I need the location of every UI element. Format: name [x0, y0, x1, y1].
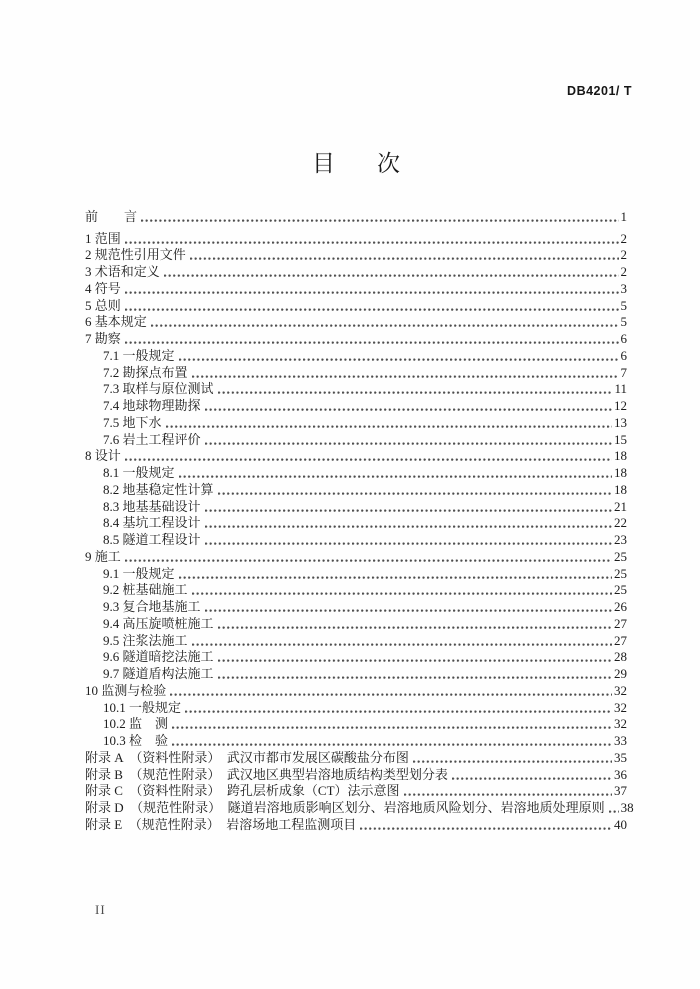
page-title-char-2: 次 [377, 150, 400, 176]
toc-entry[interactable] [85, 631, 627, 648]
toc-entry-page-number: 25 [614, 548, 627, 564]
toc-entry[interactable] [85, 262, 627, 279]
toc-entry-page-number: 11 [614, 381, 627, 397]
toc-dot-leader [179, 474, 612, 478]
toc-entry[interactable] [85, 207, 627, 224]
toc-dot-leader [172, 742, 612, 746]
toc-dot-leader [185, 709, 612, 713]
toc-entry[interactable] [85, 597, 627, 614]
toc-dot-leader [141, 218, 618, 222]
toc-dot-leader [218, 675, 612, 679]
toc-dot-leader [125, 307, 619, 311]
toc-entry-page-number: 5 [620, 297, 627, 313]
toc-dot-leader [404, 792, 612, 796]
toc-entry[interactable] [85, 497, 627, 514]
toc-dot-leader [192, 374, 619, 378]
toc-entry-label: 附录 D （规范性附录） 隧道岩溶地质影响区划分、岩溶地质风险划分、岩溶地质处理原则 [85, 800, 605, 815]
toc-entry-label: 7.2 勘探点布置 [103, 364, 188, 380]
toc-entry-label: 9.2 桩基础施工 [103, 582, 188, 598]
toc-dot-leader [205, 441, 612, 445]
toc-entry-label: 附录 B （规范性附录） 武汉地区典型岩溶地质结构类型划分表 [85, 766, 448, 782]
toc-dot-leader [125, 240, 619, 244]
toc-entry[interactable] [85, 664, 627, 681]
toc-dot-leader [179, 575, 612, 579]
toc-dot-leader [218, 390, 613, 394]
toc-entry-page-number: 18 [614, 448, 627, 464]
toc-entry[interactable] [85, 279, 627, 296]
page-title-char-1: 目 [312, 150, 335, 176]
toc-dot-leader [170, 692, 612, 696]
toc-entry-label: 4 符号 [85, 280, 121, 296]
toc-entry[interactable] [85, 447, 627, 464]
toc-entry-page-number: 37 [614, 783, 627, 799]
toc-entry-page-number: 6 [620, 331, 627, 346]
toc-entry-label: 8.4 基坑工程设计 [103, 515, 201, 531]
toc-entry[interactable] [85, 430, 627, 447]
toc-entry-label: 9 施工 [85, 548, 121, 564]
toc-dot-leader [164, 273, 619, 277]
toc-dot-leader [151, 323, 619, 327]
toc-entry-label: 9.5 注浆法施工 [103, 632, 188, 648]
toc-dot-leader [125, 558, 612, 562]
toc-entry-label: 8.3 地基基础设计 [103, 498, 201, 514]
toc-entry[interactable] [85, 748, 627, 765]
toc-entry-page-number: 32 [614, 699, 627, 715]
toc-entry-page-number: 6 [620, 347, 627, 363]
toc-entry[interactable] [85, 380, 627, 397]
toc-entry-label: 7.3 取样与原位测试 [103, 381, 214, 397]
toc-entry[interactable] [85, 296, 627, 313]
toc-dot-leader [205, 524, 612, 528]
toc-entry[interactable] [85, 798, 634, 815]
toc-entry-page-number: 36 [614, 766, 627, 782]
toc-entry-page-number: 32 [614, 682, 627, 698]
toc-dot-leader [205, 541, 612, 545]
toc-entry[interactable] [85, 480, 627, 497]
toc-entry[interactable] [85, 815, 627, 832]
toc-entry-label: 10.1 一般规定 [103, 699, 182, 715]
toc-entry-page-number: 2 [620, 264, 627, 279]
toc-entry[interactable] [85, 765, 627, 782]
toc-entry-page-number: 21 [614, 498, 627, 514]
toc-entry[interactable] [85, 547, 627, 564]
toc-entry-page-number: 23 [614, 532, 627, 547]
toc-entry-label: 10.2 监 测 [103, 716, 169, 732]
toc-entry-label: 附录 A （资料性附录） 武汉市都市发展区碳酸盐分布图 [85, 749, 409, 765]
toc-dot-leader [125, 290, 619, 294]
toc-entry-label: 7.1 一般规定 [103, 347, 175, 363]
toc-entry-label: 附录 C （资料性附录） 跨孔层析成象（CT）法示意图 [85, 783, 400, 799]
toc-entry-label: 7.6 岩土工程评价 [103, 431, 201, 447]
toc-entry-page-number: 27 [614, 632, 627, 648]
toc-dot-leader [205, 608, 612, 612]
toc-entry[interactable] [85, 564, 627, 581]
toc-entry-label: 3 术语和定义 [85, 264, 160, 279]
toc-dot-leader [609, 809, 619, 813]
toc-dot-leader [205, 508, 612, 512]
toc-entry[interactable] [85, 530, 627, 547]
document-code: DB4201/ T [567, 84, 632, 98]
toc-entry-page-number: 28 [614, 649, 627, 665]
toc-dot-leader [218, 658, 612, 662]
toc-dot-leader [360, 826, 612, 830]
toc-entry-page-number: 18 [614, 481, 627, 497]
toc-entry-label: 前 言 [85, 208, 138, 224]
toc-entry[interactable] [85, 648, 627, 665]
toc-entry-page-number: 3 [620, 280, 627, 296]
toc-entry-label: 7.5 地下水 [103, 414, 162, 430]
toc-entry[interactable] [85, 363, 627, 380]
toc-dot-leader [218, 491, 612, 495]
toc-entry[interactable] [85, 246, 627, 263]
toc-entry[interactable] [85, 396, 627, 413]
page-title [0, 145, 700, 178]
toc-dot-leader [166, 424, 612, 428]
toc-entry[interactable] [85, 782, 627, 799]
toc-dot-leader [172, 725, 612, 729]
toc-entry[interactable] [85, 229, 627, 246]
toc-entry-label: 9.7 隧道盾构法施工 [103, 666, 214, 681]
toc-entry-page-number: 26 [614, 599, 627, 614]
toc-entry-page-number: 35 [614, 749, 627, 765]
toc-entry-label: 附录 E （规范性附录） 岩溶场地工程监测项目 [85, 816, 357, 832]
footer-page-number: II [95, 902, 106, 917]
toc-entry-label: 8 设计 [85, 448, 121, 464]
toc-entry-label: 9.3 复合地基施工 [103, 599, 201, 614]
toc-entry-label: 10.3 检 验 [103, 733, 169, 748]
toc-entry[interactable] [85, 581, 627, 598]
toc-entry-label: 8.2 地基稳定性计算 [103, 481, 214, 497]
toc-entry[interactable] [85, 463, 627, 480]
toc-entry-label: 6 基本规定 [85, 314, 147, 330]
toc-dot-leader [192, 591, 612, 595]
toc-dot-leader [218, 625, 612, 629]
toc-entry-label: 8.1 一般规定 [103, 465, 175, 480]
toc-entry-page-number: 27 [614, 615, 627, 631]
toc-entry-label: 2 规范性引用文件 [85, 247, 186, 263]
toc-dot-leader [413, 759, 612, 763]
toc-entry-page-number: 33 [614, 733, 627, 748]
toc-entry-page-number: 40 [614, 816, 627, 832]
toc-dot-leader [125, 457, 612, 461]
toc-entry-page-number: 5 [620, 314, 627, 330]
toc-entry[interactable] [85, 346, 627, 363]
toc-entry-label: 9.4 高压旋喷桩施工 [103, 615, 214, 631]
toc-entry-label: 7 勘察 [85, 331, 121, 346]
toc-list [85, 207, 634, 832]
toc-dot-leader [452, 776, 612, 780]
toc-dot-leader [192, 642, 612, 646]
toc-entry-label: 9.1 一般规定 [103, 565, 175, 581]
toc-entry-page-number: 32 [614, 716, 627, 732]
toc-entry-page-number: 12 [614, 398, 627, 413]
toc-entry-page-number: 2 [620, 247, 627, 263]
toc-entry-label: 5 总则 [85, 297, 121, 313]
toc-entry-page-number: 2 [620, 230, 627, 246]
toc-entry[interactable] [85, 313, 627, 330]
toc-entry[interactable] [85, 514, 627, 531]
toc-entry[interactable] [85, 329, 627, 346]
toc-entry-label: 1 范围 [85, 230, 121, 246]
toc-entry-page-number: 25 [614, 565, 627, 581]
toc-entry-label: 9.6 隧道暗挖法施工 [103, 649, 214, 665]
toc-entry-page-number: 13 [614, 414, 627, 430]
toc-entry[interactable] [85, 731, 627, 748]
toc-dot-leader [205, 407, 612, 411]
toc-entry-page-number: 29 [614, 666, 627, 681]
toc-entry-label: 8.5 隧道工程设计 [103, 532, 201, 547]
toc-entry[interactable] [85, 614, 627, 631]
toc-entry[interactable] [85, 413, 627, 430]
toc-entry-page-number: 15 [614, 431, 627, 447]
toc-entry-label: 10 监测与检验 [85, 682, 167, 698]
toc-entry[interactable] [85, 681, 627, 698]
toc-entry-page-number: 25 [614, 582, 627, 598]
toc-dot-leader [179, 357, 619, 361]
toc-dot-leader [125, 340, 619, 344]
toc-entry-label: 7.4 地球物理勘探 [103, 398, 201, 413]
toc-entry-page-number: 22 [614, 515, 627, 531]
toc-dot-leader [190, 256, 619, 260]
toc-entry-page-number: 7 [620, 364, 627, 380]
toc-entry[interactable] [85, 715, 627, 732]
toc-entry-page-number: 1 [620, 208, 627, 224]
toc-entry-page-number: 38 [620, 800, 634, 815]
toc-entry-page-number: 18 [614, 465, 627, 480]
toc-entry[interactable] [85, 698, 627, 715]
